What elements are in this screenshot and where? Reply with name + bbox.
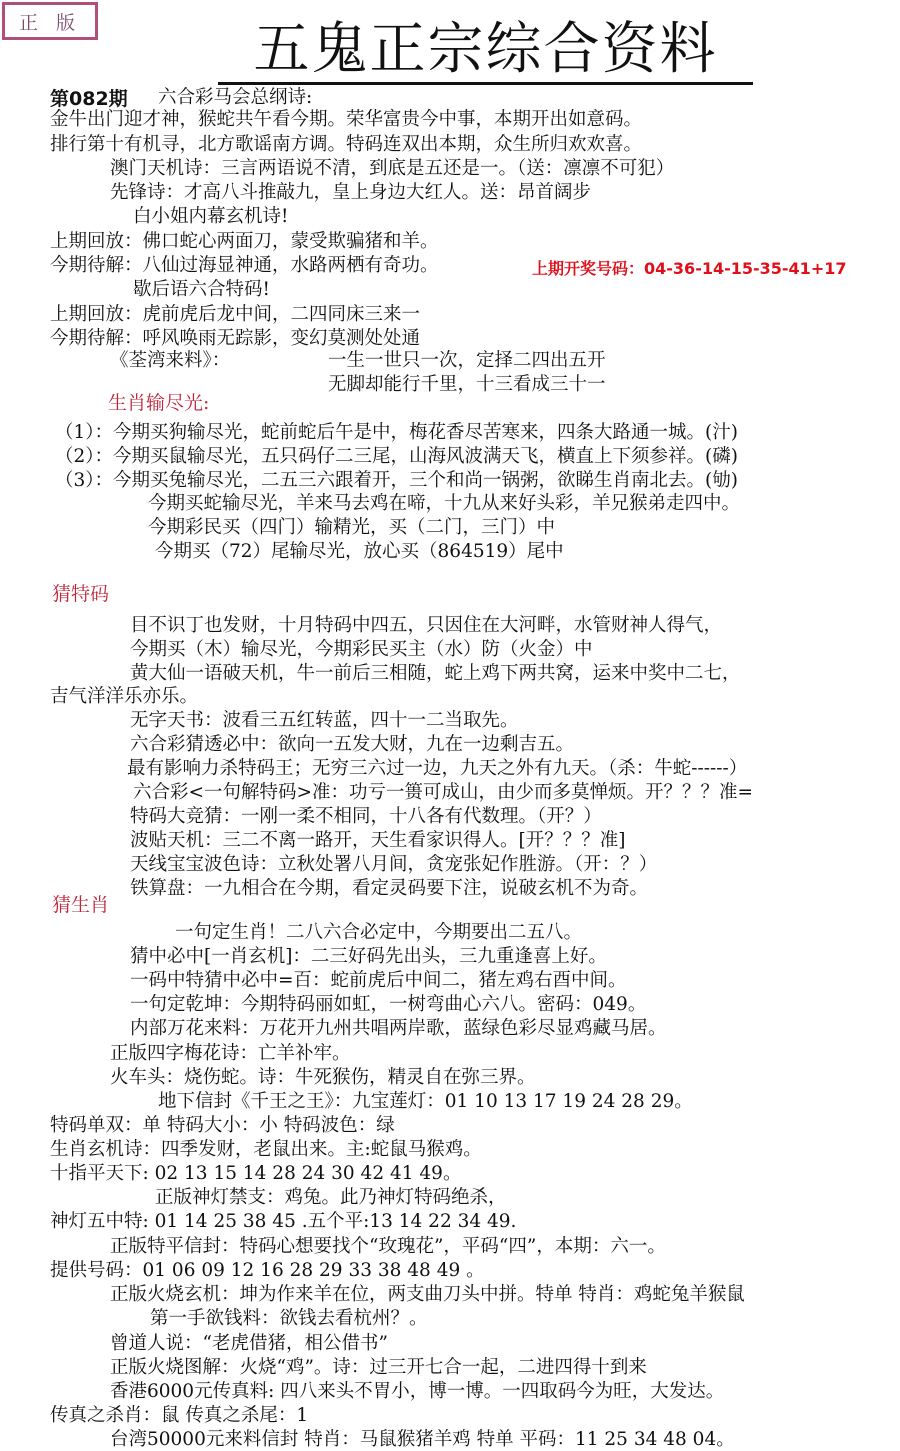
text-line: 先锋诗：才高八斗推敲九，皇上身边大红人。送：昂首阔步 — [110, 182, 592, 203]
text-line: 曾道人说：“老虎借猪，相公借书” — [110, 1333, 388, 1354]
text-line: 正版特平信封：特码心想要找个“玫瑰花”，平码“四”，本期：六一。 — [110, 1236, 666, 1257]
text-line: 地下信封《千王之王》：九宝莲灯：01 10 13 17 19 24 28 29。 — [158, 1091, 693, 1112]
previous-draw-value: 04-36-14-15-35-41+17 — [644, 259, 847, 278]
text-line: 今期待解：八仙过海显神通，水路两栖有奇功。 — [50, 255, 439, 276]
text-line: 神灯五中特: 01 14 25 38 45 .五个平:13 14 22 34 49. — [50, 1211, 517, 1232]
text-line: 六合彩<一句解特码>准：功亏一篑可成山，由少而多莫惮烦。开？？？准= — [133, 782, 754, 803]
text-line: 今期买（木）输尽光，今期彩民买主（水）防（火金）中 — [130, 639, 593, 660]
text-line: 铁算盘：一九相合在今期，看定灵码要下注，说破玄机不为奇。 — [130, 878, 649, 899]
text-line: 生肖玄机诗：四季发财，老鼠出来。主:蛇鼠马猴鸡。 — [50, 1139, 482, 1160]
page-title: 五鬼正宗综合资料 — [218, 18, 753, 85]
text-line: 无字天书：波看三五红转蓝，四十一二当取先。 — [130, 710, 519, 731]
text-line: （2）：今期买鼠输尽光，五只码仔二三尾，山海风波满天飞，横直上下须参祥。(磷) — [55, 446, 738, 467]
text-line: 今期彩民买（四门）输精光，买（二门，三门）中 — [148, 517, 556, 538]
text-line: 最有影响力杀特码王；无穷三六过一边，九天之外有九天。（杀：牛蛇------） — [127, 758, 748, 779]
text-line: 提供号码：01 06 09 12 16 28 29 33 38 48 49 。 — [50, 1260, 485, 1281]
text-line: （3）：今期买兔输尽光，二五三六跟着开，三个和尚一锅粥，欲睇生肖南北去。(劬) — [55, 470, 738, 491]
text-line: 目不识丁也发财，十月特码中四五，只因住在大河畔，水管财神人得气， — [130, 615, 723, 636]
text-line: （1）：今期买狗输尽光，蛇前蛇后午是中，梅花香尽苦寒来，四条大路通一城。(汁) — [55, 422, 738, 443]
text-line: 一生一世只一次，定择二四出五开 — [328, 350, 606, 371]
text-line: 一句定乾坤：今期特码丽如虹，一树弯曲心六八。密码：049。 — [130, 994, 647, 1015]
text-line: 正版火烧玄机：坤为作来羊在位，两支曲刀头中拼。特单 特肖：鸡蛇兔羊猴鼠 — [110, 1284, 745, 1305]
text-line: 天线宝宝波色诗：立秋处署八月间，贪宠张妃作胜游。（开：？） — [130, 854, 658, 875]
text-line: 台湾50000元来料信封 特肖：马鼠猴猪羊鸡 特单 平码：11 25 34 48 04。 — [110, 1429, 735, 1450]
text-line: 特码单双：单 特码大小：小 特码波色：绿 — [50, 1115, 395, 1136]
section-heading: 猜生肖 — [52, 894, 110, 916]
previous-draw-numbers — [532, 256, 846, 279]
text-line: 十指平天下: 02 13 15 14 28 24 30 42 41 49。 — [50, 1163, 462, 1184]
text-line: 猜中必中[一肖玄机]：二三好码先出头，三九重逢喜上好。 — [130, 946, 607, 967]
issue-number: 第082期 — [50, 88, 128, 110]
section-heading: 生肖输尽光: — [108, 392, 210, 414]
text-line: 澳门天机诗：三言两语说不清，到底是五还是一。（送：凛凛不可犯） — [110, 158, 675, 179]
text-line: 《荃湾来料》： — [110, 350, 231, 371]
text-line: 六合彩马会总纲诗: — [158, 87, 313, 108]
text-line: 正版火烧图解：火烧“鸡”。诗：过三开七合一起，二进四得十到来 — [110, 1357, 647, 1378]
text-line: 波贴天机：三二不离一路开，天生看家识得人。[开？？？准] — [130, 830, 626, 851]
text-line: 今期买（72）尾输尽光，放心买（864519）尾中 — [155, 541, 564, 562]
text-line: 一码中特猜中必中=百：蛇前虎后中间二，猪左鸡右酉中间。 — [130, 970, 627, 991]
section-heading: 猜特码 — [52, 583, 110, 605]
text-line: 白小姐内幕玄机诗! — [133, 206, 289, 227]
text-line: 今期买蛇输尽光，羊来马去鸡在啼，十九从来好头彩，羊兄猴弟走四中。 — [148, 493, 741, 514]
authentic-badge: 正 版 — [2, 2, 98, 40]
previous-draw-label: 上期开奖号码： — [532, 259, 645, 278]
text-line: 内部万花来料：万花开九州共唱两岸歌，蓝绿色彩尽显鸡藏马居。 — [130, 1018, 667, 1039]
text-line: 六合彩猜透必中：欲向一五发大财，九在一边剩吉五。 — [130, 734, 575, 755]
text-line: 特码大竞猜：一刚一柔不相同，十八各有代数理。（开？） — [130, 806, 602, 827]
text-line: 火车头：烧伤蛇。诗：牛死猴伤，精灵自在弥三界。 — [110, 1067, 536, 1088]
text-line: 正版四字梅花诗：亡羊补牢。 — [110, 1043, 351, 1064]
text-line: 无脚却能行千里，十三看成三十一 — [328, 374, 606, 395]
text-line: 一句定生肖！二八六合必定中，今期要出二五八。 — [175, 922, 583, 943]
text-line: 上期回放：虎前虎后龙中间，二四同床三来一 — [50, 304, 421, 325]
text-line: 金牛出门迎才神，猴蛇共午看今期。荣华富贵今中事，本期开出如意码。 — [50, 109, 643, 130]
text-line: 黄大仙一语破天机，牛一前后三相随，蛇上鸡下两共窝，运来中奖中二七， — [130, 663, 741, 684]
text-line: 正版神灯禁支：鸡兔。此乃神灯特码绝杀， — [155, 1187, 507, 1208]
text-line: 香港6000元传真料: 四八来头不胃小，博一博。一四取码今为旺，大发达。 — [110, 1381, 725, 1402]
text-line: 上期回放：佛口蛇心两面刀，蒙受欺骗猪和羊。 — [50, 231, 439, 252]
text-line: 第一手欲钱料：欲钱去看杭州？。 — [150, 1308, 428, 1329]
text-line: 歇后语六合特码! — [133, 279, 270, 300]
text-line: 吉气洋洋乐亦乐。 — [50, 686, 199, 707]
text-line: 传真之杀肖：鼠 传真之杀尾：1 — [50, 1405, 309, 1426]
text-line: 今期待解：呼风唤雨无踪影，变幻莫测处处通 — [50, 328, 421, 349]
text-line: 排行第十有机寻，北方歌谣南方调。特码连双出本期，众生所归欢欢喜。 — [50, 134, 643, 155]
